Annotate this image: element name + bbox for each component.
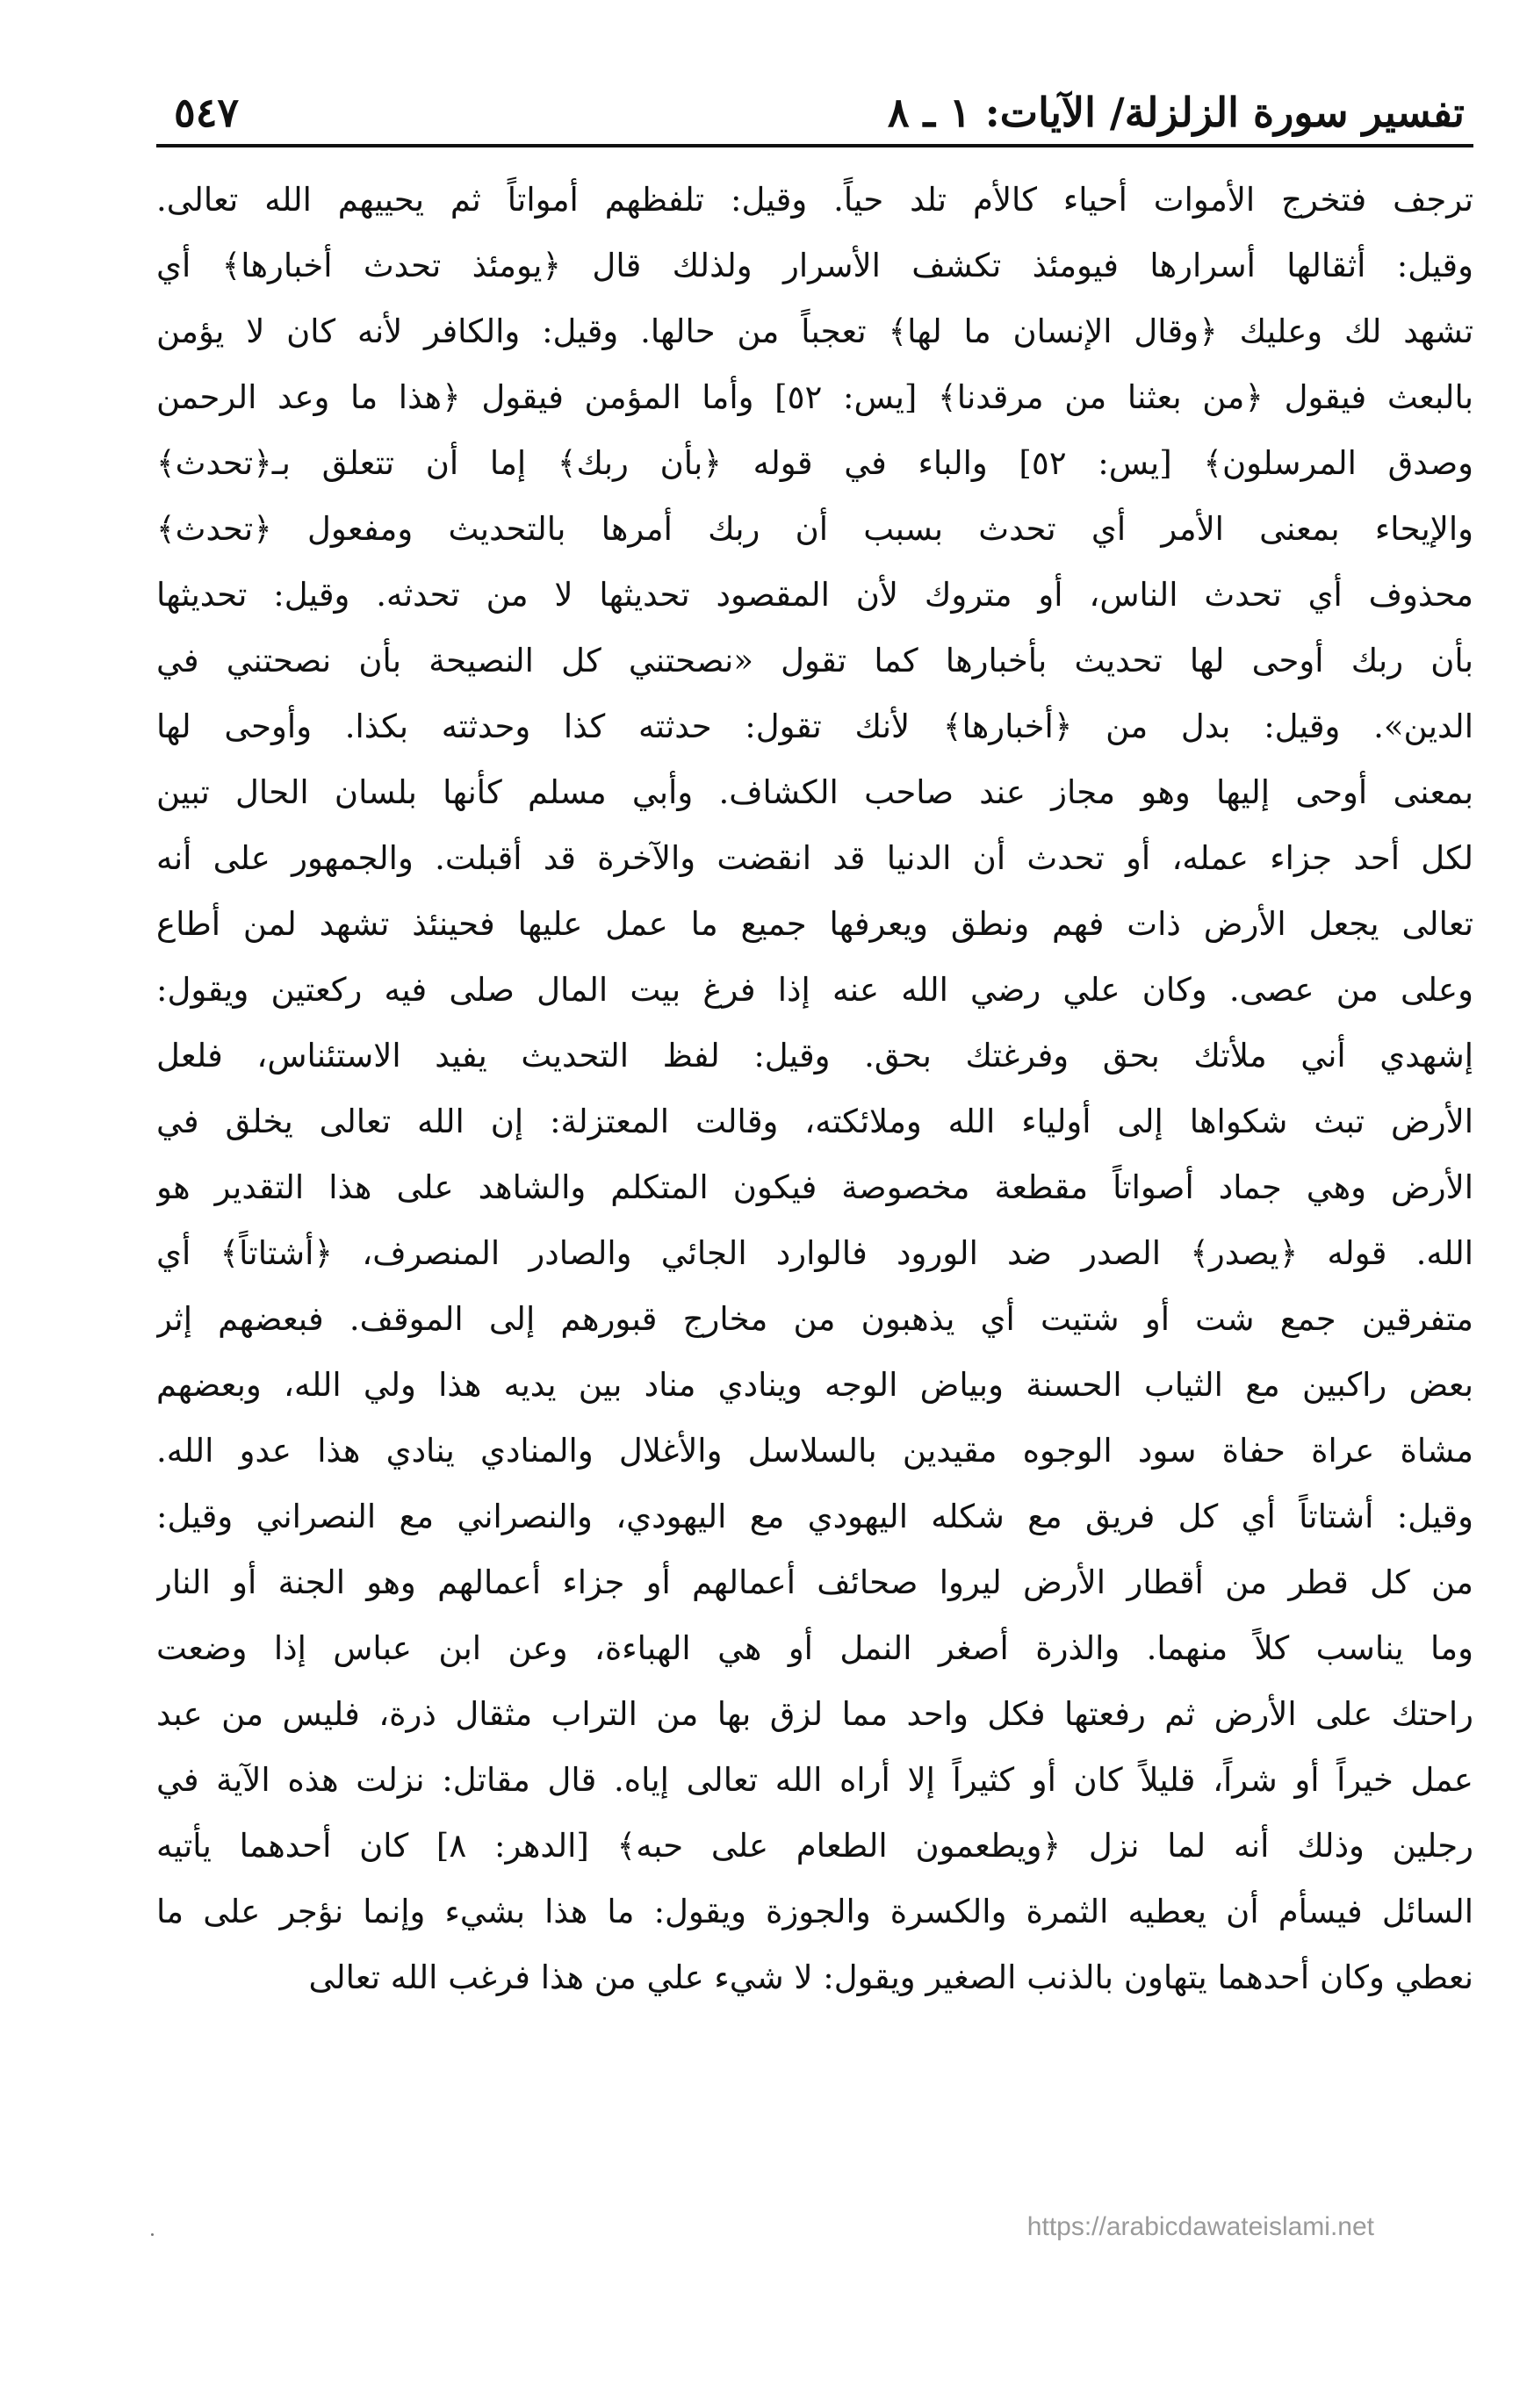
text-line: رجلين وذلك أنه لما نزل ﴿ويطعمون الطعام على حبه﴾ [الدهر: ٨] كان أحدهما يأتيه — [156, 1827, 1473, 1865]
text-line: بعض راكبين مع الثياب الحسنة وبياض الوجه وينادي مناد بين يديه هذا ولي الله، وبعضهم — [156, 1366, 1473, 1404]
text-line: تعالى يجعل الأرض ذات فهم ونطق ويعرفها جميع ما عمل عليها فحينئذ تشهد لمن أطاع — [156, 905, 1473, 943]
text-line: متفرقين جمع شت أو شتيت أي يذهبون من مخارج قبورهم إلى الموقف. فبعضهم إثر — [156, 1300, 1473, 1338]
scan-speck — [151, 2233, 154, 2236]
header-divider — [156, 144, 1473, 147]
text-line: وقيل: أثقالها أسرارها فيومئذ تكشف الأسرار ولذلك قال ﴿يومئذ تحدث أخبارها﴾ أي — [156, 247, 1473, 284]
text-line: لكل أحد جزاء عمله، أو تحدث أن الدنيا قد انقضت والآخرة قد أقبلت. والجمهور على أنه — [156, 839, 1473, 877]
page-header — [174, 81, 1465, 151]
text-line: إشهدي أني ملأتك بحق وفرغتك بحق. وقيل: لفظ التحديث يفيد الاستئناس، فلعل — [156, 1037, 1473, 1075]
text-line: الله. قوله ﴿يصدر﴾ الصدر ضد الورود فالوارد الجائي والصادر المنصرف، ﴿أشتاتاً﴾ أي — [156, 1234, 1473, 1272]
text-line: ترجف فتخرج الأموات أحياء كالأم تلد حياً. وقيل: تلفظهم أمواتاً ثم يحييهم الله تعالى. — [156, 181, 1473, 219]
text-line: مشاة عراة حفاة سود الوجوه مقيدين بالسلاسل والأغلال والمنادي ينادي هذا عدو الله. — [156, 1432, 1473, 1470]
text-line: بالبعث فيقول ﴿من بعثنا من مرقدنا﴾ [يس: ٥٢] وأما المؤمن فيقول ﴿هذا ما وعد الرحمن — [156, 378, 1473, 416]
text-line: السائل فيسأم أن يعطيه الثمرة والكسرة والجوزة ويقول: ما هذا بشيء وإنما نؤجر على ما — [156, 1893, 1473, 1930]
watermark-url: https://arabicdawateislami.net — [1026, 2212, 1374, 2241]
text-line: الدين». وقيل: بدل من ﴿أخبارها﴾ لأنك تقول: حدثته كذا وحدثته بكذا. وأوحى لها — [156, 708, 1473, 745]
text-line: الأرض تبث شكواها إلى أولياء الله وملائكته، وقالت المعتزلة: إن الله تعالى يخلق في — [156, 1103, 1473, 1140]
text-line: وعلى من عصى. وكان علي رضي الله عنه إذا فرغ بيت المال صلى فيه ركعتين ويقول: — [156, 971, 1473, 1009]
text-line: عمل خيراً أو شراً، قليلاً كان أو كثيراً إلا أراه الله تعالى إياه. قال مقاتل: نزلت هذه الآية في — [156, 1761, 1473, 1799]
text-line: وما يناسب كلاً منهما. والذرة أصغر النمل أو هي الهباءة، وعن ابن عباس إذا وضعت — [156, 1629, 1473, 1667]
text-line: والإيحاء بمعنى الأمر أي تحدث بسبب أن ربك أمرها بالتحديث ومفعول ﴿تحدث﴾ — [156, 510, 1473, 548]
page-number: ٥٤٧ — [174, 89, 240, 136]
text-line: الأرض وهي جماد أصواتاً مقطعة مخصوصة فيكون المتكلم والشاهد على هذا التقدير هو — [156, 1168, 1473, 1206]
text-line: تشهد لك وعليك ﴿وقال الإنسان ما لها﴾ تعجباً من حالها. وقيل: والكافر لأنه كان لا يؤمن — [156, 313, 1473, 350]
text-line: نعطي وكان أحدهما يتهاون بالذنب الصغير ويقول: لا شيء علي من هذا فرغب الله تعالى — [308, 1959, 1473, 1996]
body-text — [156, 167, 1473, 2010]
text-line: بمعنى أوحى إليها وهو مجاز عند صاحب الكشاف. وأبي مسلم كأنها بلسان الحال تبين — [156, 773, 1473, 811]
text-line: راحتك على الأرض ثم رفعتها فكل واحد مما لزق بها من التراب مثقال ذرة، فليس من عبد — [156, 1695, 1473, 1733]
text-line: وصدق المرسلون﴾ [يس: ٥٢] والباء في قوله ﴿بأن ربك﴾ إما أن تتعلق بـ﴿تحدث﴾ — [156, 444, 1473, 482]
text-line: من كل قطر من أقطار الأرض ليروا صحائف أعمالهم أو جزاء أعمالهم وهو الجنة أو النار — [156, 1563, 1473, 1601]
running-title: تفسير سورة الزلزلة/ الآيات: ١ ـ ٨ — [887, 89, 1465, 136]
text-line: محذوف أي تحدث الناس، أو متروك لأن المقصود تحديثها لا من تحدثه. وقيل: تحديثها — [156, 576, 1473, 614]
text-line: بأن ربك أوحى لها تحديث بأخبارها كما تقول «نصحتني كل النصيحة بأن نصحتني في — [156, 642, 1473, 679]
text-line: وقيل: أشتاتاً أي كل فريق مع شكله اليهودي مع اليهودي، والنصراني مع النصراني وقيل: — [156, 1498, 1473, 1535]
